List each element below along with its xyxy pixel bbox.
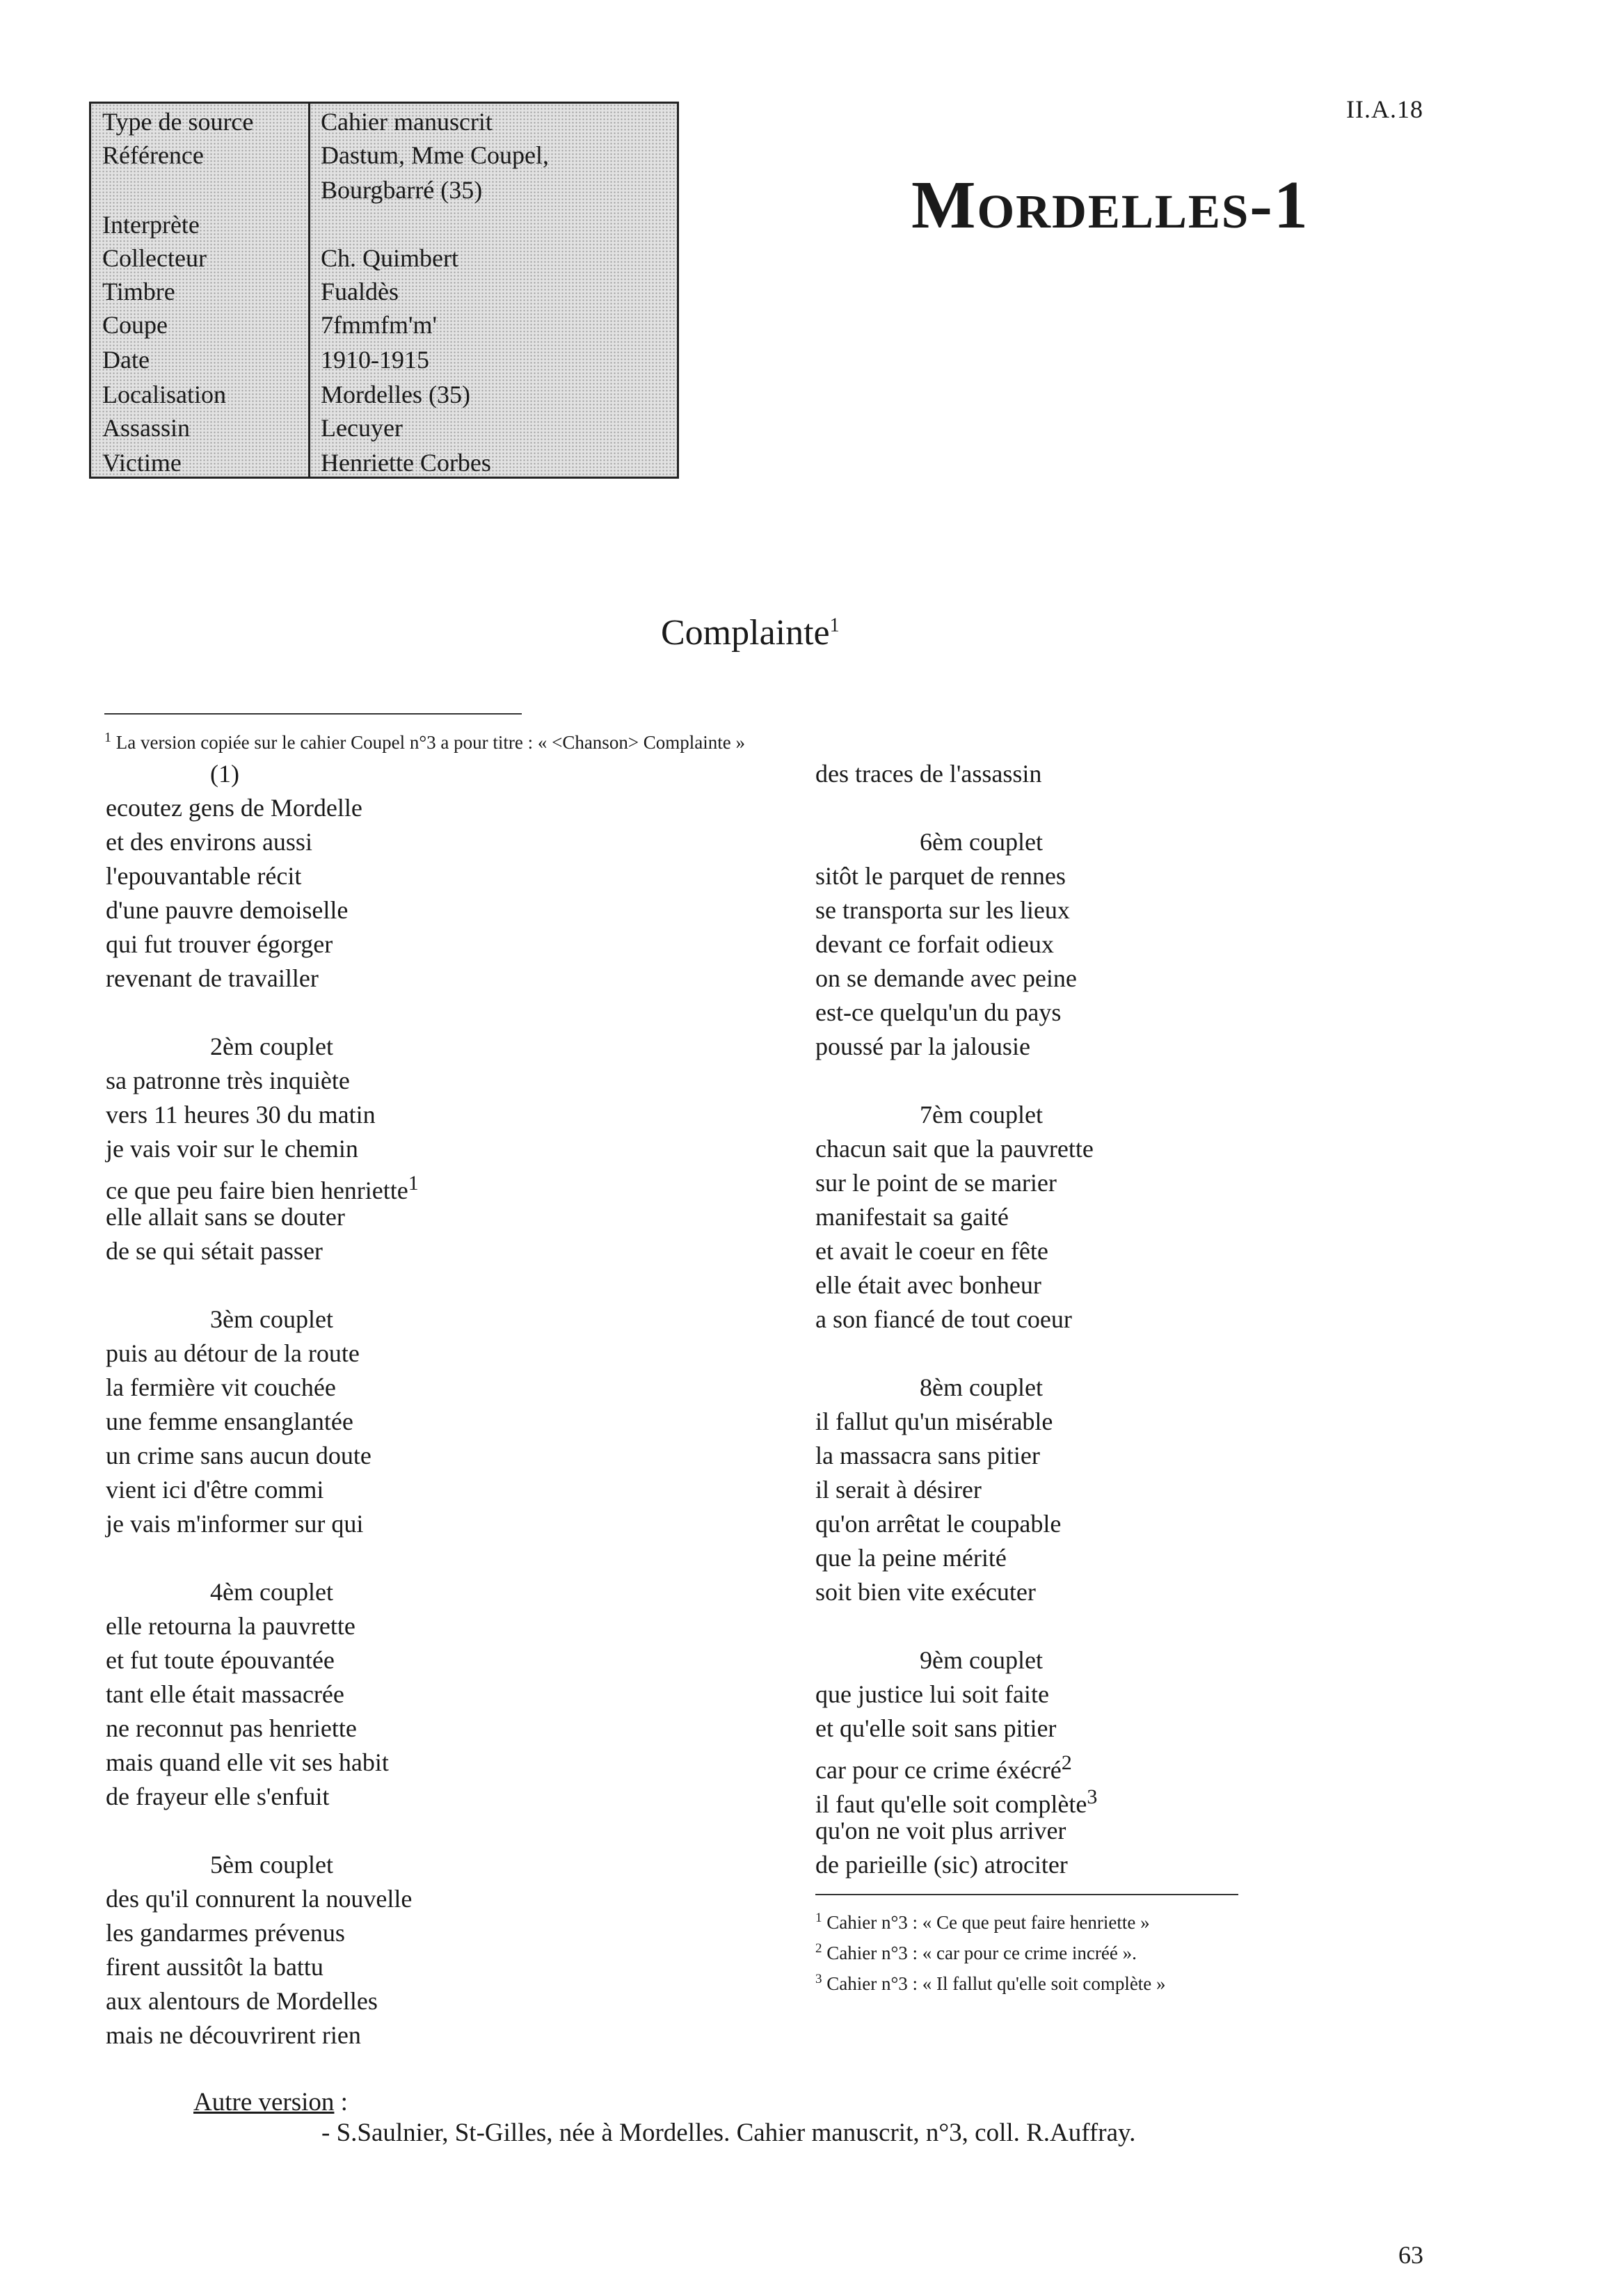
poem-line-text: que la peine mérité [815,1544,1007,1572]
poem-line [106,1643,419,1677]
poem-line [106,1234,419,1268]
metadata-row [91,411,677,445]
poem-line-text: et des environs aussi [106,828,312,856]
metadata-row [91,241,677,275]
poem-line [106,1064,419,1098]
poem-line-text: aux alentours de Mordelles [106,1987,378,2015]
poem-line-text: revenant de travailler [106,964,319,992]
poem-line [815,1234,1097,1268]
column-footnote [815,1936,1166,1966]
poem-line-text: 8èm couplet [920,1373,1043,1401]
metadata-row [91,308,677,342]
poem-line-text: 4èm couplet [210,1578,333,1606]
poem-line [815,1166,1097,1200]
couplet-heading [106,1575,419,1609]
reference-code: II.A.18 [1346,95,1423,123]
poem-line [815,1439,1097,1473]
poem-line-text: des qu'il connurent la nouvelle [106,1885,413,1913]
column-footnote-rule [815,1894,1238,1895]
poem-line [106,2018,419,2052]
poem-line [815,1132,1097,1166]
couplet-heading [815,1643,1097,1677]
poem-line-text: elle était avec bonheur [815,1271,1041,1299]
poem-line [106,1507,419,1541]
poem-line [106,1337,419,1371]
poem-line-text: sur le point de se marier [815,1169,1057,1197]
metadata-value: Mordelles (35) [321,381,470,408]
stanza-gap [106,1541,419,1575]
footnote-mark: 1 [408,1172,419,1195]
poem-line-text: qu'on arrêtat le coupable [815,1510,1062,1538]
poem-line-text: et avait le coeur en fête [815,1237,1048,1265]
other-version-label [193,2087,348,2117]
metadata-key: Interprète [102,211,200,239]
poem-line-text: un crime sans aucun doute [106,1442,371,1469]
poem-line-text: sa patronne très inquiète [106,1067,350,1094]
poem-line-text: est-ce quelqu'un du pays [815,998,1062,1026]
heading-footnote [104,730,745,754]
metadata-key: Coupe [102,311,168,339]
poem-line-text: qui fut trouver égorger [106,930,333,958]
poem-line-text: il fallut qu'un misérable [815,1408,1053,1435]
poem-line-text: l'epouvantable récit [106,862,302,890]
poem-line [106,1371,419,1405]
poem-line [106,893,419,927]
poem-line-text: une femme ensanglantée [106,1408,353,1435]
footnote-mark: 3 [1087,1785,1098,1808]
couplet-heading [815,825,1097,859]
metadata-value: Fualdès [321,278,399,305]
poem-line-text: mais quand elle vit ses habit [106,1748,389,1776]
column-footnote [815,1905,1166,1936]
stanza-gap [106,1268,419,1302]
metadata-key: Type de source [102,108,254,136]
page-title: Mordelles-1 [911,168,1309,243]
poem-line [815,1473,1097,1507]
poem-line [106,1200,419,1234]
poem-line-text: que justice lui soit faite [815,1680,1049,1708]
metadata-key: Localisation [102,381,226,408]
poem-line [106,1950,419,1984]
poem-line [815,757,1097,791]
metadata-key: Date [102,346,150,374]
poem-line [106,1916,419,1950]
column-footnote-text: Cahier n°3 : « car pour ce crime incréé ». [826,1943,1137,1963]
couplet-heading [106,1848,419,1882]
column-footnote [815,1966,1166,1997]
poem-line-text: qu'on ne voit plus arriver [815,1817,1066,1844]
poem-line-text: vers 11 heures 30 du matin [106,1101,376,1129]
poem-line-text: la massacra sans pitier [815,1442,1040,1469]
footnote-mark: 2 [1061,1751,1072,1774]
poem-line [106,1132,419,1166]
poem-line-text: ne reconnut pas henriette [106,1714,357,1742]
poem-line-text: de parieille (sic) atrociter [815,1851,1068,1879]
column-footnote-mark: 2 [815,1941,822,1956]
poem-line [815,893,1097,927]
metadata-value: 7fmmfm'm' [321,311,437,339]
column-footnote-text: Cahier n°3 : « Ce que peut faire henriette » [826,1912,1150,1933]
poem-line-text: d'une pauvre demoiselle [106,896,349,924]
song-heading-text: Complainte [661,613,830,653]
metadata-row [91,446,677,479]
poem-line-text: devant ce forfait odieux [815,930,1054,958]
other-version-text: - S.Saulnier, St-Gilles, née à Mordelles. Cahier manuscrit, n°3, coll. R.Auffray. [321,2119,1136,2147]
other-version-title: Autre version [193,2088,335,2116]
metadata-row [91,378,677,411]
poem-line-text: il faut qu'elle soit complète [815,1790,1087,1818]
poem-line [106,1984,419,2018]
poem-line [815,1507,1097,1541]
poem-line [106,1882,419,1916]
poem-line-text: (1) [210,760,239,788]
poem-line-text: vient ici d'être commi [106,1476,324,1504]
poem-line [815,1575,1097,1609]
metadata-value: Ch. Quimbert [321,244,458,272]
metadata-key: Assassin [102,414,191,442]
poem-line [106,962,419,996]
heading-footnote-mark: 1 [104,730,111,745]
metadata-row [91,275,677,308]
poem-line [106,825,419,859]
poem-line-text: et fut toute épouvantée [106,1646,335,1674]
poem-line [106,1746,419,1780]
poem-line [815,1746,1097,1784]
poem-line-text: 2èm couplet [210,1033,333,1060]
song-heading [661,612,840,653]
metadata-key: Référence [102,141,204,169]
poem-line [815,1780,1098,1818]
poem-line-text: firent aussitôt la battu [106,1953,323,1981]
poem-line-text: sitôt le parquet de rennes [815,862,1066,890]
stanza-gap [106,996,419,1030]
poem-line-text: 9èm couplet [920,1646,1043,1674]
poem-line [106,1712,419,1746]
poem-line-text: 3èm couplet [210,1305,333,1333]
stanza-gap [106,1814,419,1848]
metadata-table [89,102,679,479]
metadata-row [91,343,677,376]
poem-line [106,927,419,962]
metadata-value: 1910-1915 [321,346,429,374]
metadata-row [91,138,677,172]
stanza-gap [815,791,1097,825]
column-footnote-text: Cahier n°3 : « Il fallut qu'elle soit complète » [826,1973,1166,1994]
poem-line [106,1098,419,1132]
poem-line-text: elle allait sans se douter [106,1203,345,1231]
poem-line-text: ecoutez gens de Mordelle [106,794,362,822]
poem-line-text: je vais voir sur le chemin [106,1135,358,1163]
metadata-row [91,173,677,207]
poem-line [815,1541,1097,1575]
poem-line-text: se transporta sur les lieux [815,896,1070,924]
column-footnotes [815,1905,1166,1997]
poem-line-text: de se qui sétait passer [106,1237,323,1265]
couplet-heading [106,1302,419,1337]
stanza-gap [815,1609,1097,1643]
poem-line [106,1780,419,1814]
poem-line [815,1200,1097,1234]
poem-line-text: je vais m'informer sur qui [106,1510,364,1538]
poem-line [815,962,1097,996]
poem-line [815,1405,1097,1439]
poem-line [815,1030,1097,1064]
stanza-gap [815,1337,1097,1371]
poem-line [106,859,419,893]
poem-line [106,1166,419,1204]
poem-line-text: car pour ce crime éxécré [815,1756,1062,1784]
poem-line-text: des traces de l'assassin [815,760,1042,788]
poem-line-text: mais ne découvrirent rien [106,2021,361,2049]
poem-line [815,1268,1097,1302]
couplet-heading [815,1371,1097,1405]
column-footnote-mark: 3 [815,1972,822,1986]
poem-line [106,1677,419,1712]
poem-line [106,1439,419,1473]
metadata-key: Victime [102,449,182,477]
poem-line [106,1609,419,1643]
column-footnote-mark: 1 [815,1911,822,1925]
metadata-key: Timbre [102,278,175,305]
poem-line-text: de frayeur elle s'enfuit [106,1783,330,1810]
poem-line-text: chacun sait que la pauvrette [815,1135,1094,1163]
poem-line-text: on se demande avec peine [815,964,1077,992]
poem-right-column [815,757,1097,1882]
poem-line [106,1473,419,1507]
poem-line-text: soit bien vite exécuter [815,1578,1036,1606]
poem-line-text: puis au détour de la route [106,1339,360,1367]
poem-line-text: la fermière vit couchée [106,1373,336,1401]
poem-line-text: il serait à désirer [815,1476,982,1504]
metadata-row [91,208,677,241]
stanza-gap [815,1064,1097,1098]
poem-line-text: manifestait sa gaité [815,1203,1009,1231]
poem-line-text: les gandarmes prévenus [106,1919,345,1947]
poem-line [815,996,1097,1030]
poem-line-text: 5èm couplet [210,1851,333,1879]
poem-line-text: tant elle était massacrée [106,1680,344,1708]
heading-footnote-text: La version copiée sur le cahier Coupel n°3 a pour titre : « <Chanson> Complainte » [115,732,746,753]
metadata-value: Lecuyer [321,414,403,442]
poem-line-text: 7èm couplet [920,1101,1043,1129]
poem-line-text: a son fiancé de tout coeur [815,1305,1072,1333]
song-heading-note: 1 [829,614,840,637]
metadata-value: Bourgbarré (35) [321,176,483,204]
metadata-value: Henriette Corbes [321,449,491,477]
couplet-heading [106,757,419,791]
poem-line [815,927,1097,962]
couplet-heading [106,1030,419,1064]
poem-line [815,1302,1097,1337]
poem-line [815,1712,1097,1746]
poem-line-text: ce que peu faire bien henriette [106,1177,408,1204]
poem-line-text: poussé par la jalousie [815,1033,1030,1060]
poem-left-column [106,757,419,2052]
poem-line-text: 6èm couplet [920,828,1043,856]
poem-line-text: elle retourna la pauvrette [106,1612,355,1640]
poem-line [815,1848,1097,1882]
poem-line [106,791,419,825]
couplet-heading [815,1098,1097,1132]
page-number: 63 [1398,2241,1423,2269]
metadata-value: Cahier manuscrit [321,108,493,136]
other-version-colon: : [334,2088,348,2116]
footnote-rule [104,713,522,715]
metadata-key: Collecteur [102,244,207,272]
poem-line-text: et qu'elle soit sans pitier [815,1714,1057,1742]
poem-line [815,1814,1097,1848]
poem-line [106,1405,419,1439]
metadata-row [91,105,677,138]
poem-line [815,859,1097,893]
poem-line [815,1677,1097,1712]
metadata-value: Dastum, Mme Coupel, [321,141,549,169]
